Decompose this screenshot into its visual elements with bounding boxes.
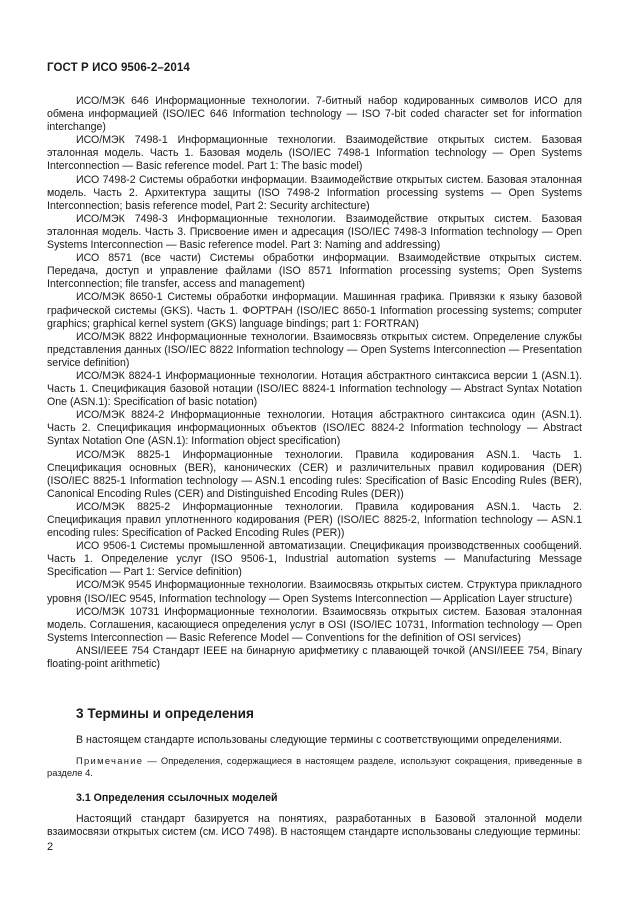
section-heading: 3 Термины и определения (76, 706, 254, 721)
reference-iso-iec-7498-3: ИСО/МЭК 7498-3 Информационные технологии. Взаимодействие открытых систем. Базовая эталонная модель. Часть 3. Присвоение имен и адресация (ISO/IEC 7498-3 Information technology — Open Systems Interconnection — Basic reference model. Part 3: Naming and addressing) (47, 212, 582, 252)
page-number: 2 (47, 841, 54, 853)
note-text: — Определения, содержащиеся в настоящем разделе, используют сокращения, приведенные в разделе 4. (47, 755, 582, 779)
reference-iso-iec-8824-1: ИСО/МЭК 8824-1 Информационные технологии. Нотация абстрактного синтаксиса версии 1 (ASN.1). Часть 1. Спецификация базовой нотации (ISO/IEC 8824-1 Information technology — Abstract Syntax Notation One (ASN.1): Specification of basic notation) (47, 369, 582, 409)
subsection-text: Настоящий стандарт базируется на понятиях, разработанных в Базовой эталонной модели взаимосвязи открытых систем (см. ИСО 7498). В настоящем стандарте использованы следующие термины: (47, 812, 582, 838)
section-intro: В настоящем стандарте использованы следующие термины с соответствующими определениями. (76, 734, 563, 746)
subsection-heading: 3.1 Определения ссылочных моделей (76, 791, 278, 804)
reference-iso-iec-9545: ИСО/МЭК 9545 Информационные технологии. Взаимосвязь открытых систем. Структура прикладного уровня (ISO/IEC 9545, Information technology — Open Systems Interconnection — Application Layer structure) (47, 579, 582, 605)
note-label: Примечание (76, 755, 144, 767)
reference-ansi-ieee-754: ANSI/IEEE 754 Стандарт IEEE на бинарную арифметику с плавающей точкой (ANSI/IEEE 754, Binary floating-point arithmetic) (47, 644, 582, 671)
reference-iso-iec-8825-1: ИСО/МЭК 8825-1 Информационные технологии. Правила кодирования ASN.1. Часть 1. Спецификация основных (BER), канонических (CER) и различительных правил кодирования (DER) (ISO/IEC 8825-1 Information technology — ASN.1 encoding rules: Specification of Basic Encoding Rules (BER), Canonical Encoding Rules (CER) and Distinguished Encoding Rules (DER)) (47, 448, 582, 500)
reference-iso-iec-646: ИСО/МЭК 646 Информационные технологии. 7-битный набор кодированных символов ИСО для обмена информацией (ISO/IEC 646 Information technology — ISO 7-bit coded character set for information interchange) (47, 95, 582, 134)
reference-iso-iec-7498-1: ИСО/МЭК 7498-1 Информационные технологии. Взаимодействие открытых систем. Базовая эталонная модель. Часть 1. Базовая модель (ISO/IEC 7498-1 Information technology — Open Systems Interconnection — Basic reference model. Part 1: The basic model) (47, 134, 582, 173)
reference-iso-7498-2: ИСО 7498-2 Системы обработки информации. Взаимодействие открытых систем. Базовая эталонная модель. Часть 2. Архитектура защиты (ISO 7498-2 Information processing systems — Open Systems Interconnection; basis reference model, Part 2: Security architecture) (47, 173, 582, 212)
reference-iso-iec-8822: ИСО/МЭК 8822 Информационные технологии. Взаимосвязь открытых систем. Определение службы представления данных (ISO/IEC 8822 Information technology — Open Systems Interconnection — Presentation service definition) (47, 330, 582, 369)
reference-iso-iec-10731: ИСО/МЭК 10731 Информационные технологии. Взаимосвязь открытых систем. Базовая эталонная модель. Соглашения, касающиеся определения услуг в OSI (ISO/IEC 10731, Information technology — Open Systems Interconnection — Basic Reference Model — Conventions for the definition of OSI services) (47, 605, 582, 644)
reference-iso-iec-8824-2: ИСО/МЭК 8824-2 Информационные технологии. Нотация абстрактного синтаксиса один (ASN.1). Часть 2. Спецификация информационных объектов (ISO/IEC 8824-2 Information technology — Abstract Syntax Notation One (ASN.1): Information object specification) (47, 409, 582, 448)
page-header: ГОСТ Р ИСО 9506-2–2014 (47, 62, 190, 74)
note (47, 755, 582, 779)
section-body (47, 734, 582, 847)
normative-references-list (47, 95, 582, 671)
reference-iso-9506-1: ИСО 9506-1 Системы промышленной автоматизации. Спецификация производственных сообщений. Часть 1. Определение услуг (ISO 9506-1, Industrial automation systems — Manufacturing Message Specification — Part 1: Service definition) (47, 540, 582, 579)
reference-iso-iec-8650-1: ИСО/МЭК 8650-1 Системы обработки информации. Машинная графика. Привязки к языку базовой графической системы (GKS). Часть 1. ФОРТРАН (ISO/IEC 8650-1 Information processing systems; computer graphics; graphical kernel system (GKS) language bindings; part 1: FORTRAN) (47, 291, 582, 330)
reference-iso-iec-8825-2: ИСО/МЭК 8825-2 Информационные технологии. Правила кодирования ASN.1. Часть 2. Спецификация правил уплотненного кодирования (PER) (ISO/IEC 8825-2, Information technology — ASN.1 encoding rules: Specification of Packed Encoding Rules (PER)) (47, 500, 582, 540)
reference-iso-8571: ИСО 8571 (все части) Системы обработки информации. Взаимодействие открытых систем. Передача, доступ и управление файлами (ISO 8571 Information processing systems; Open Systems Interconnection; file transfer, access and management) (47, 252, 582, 291)
